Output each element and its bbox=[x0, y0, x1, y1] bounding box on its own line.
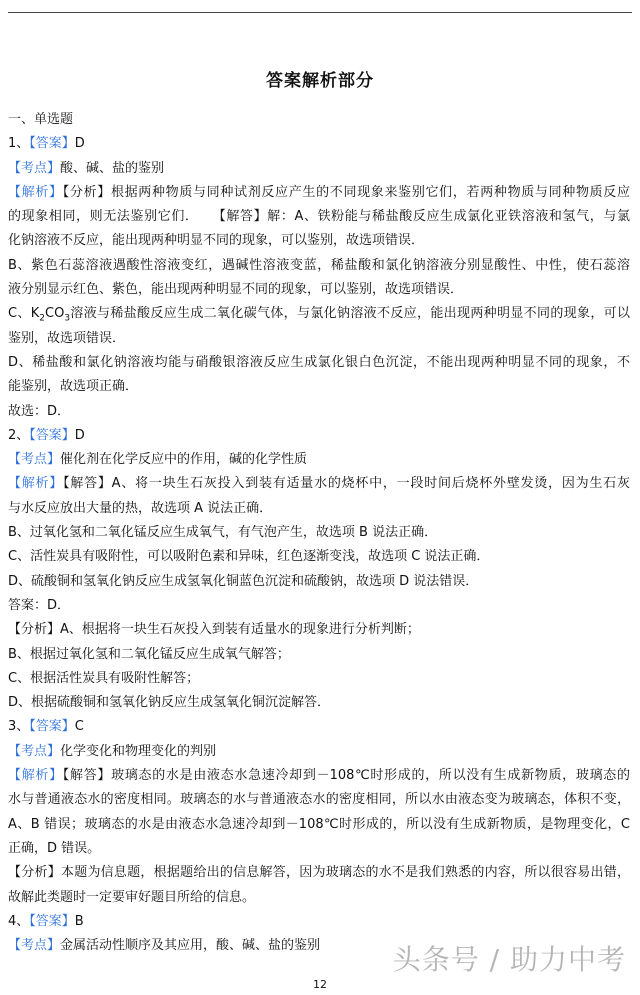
q1-text-6mid: CO bbox=[45, 306, 65, 322]
fenxi-tag: 【分析】 bbox=[8, 622, 61, 638]
q1-text-2a: 的现象相同，则无法鉴别它们． bbox=[8, 209, 193, 225]
q2-answer-line bbox=[8, 424, 630, 448]
q2-text-1: A、将一块生石灰投入到装有适量水的烧杯中，一段时间后烧杯外壁发烫，因为生石灰 bbox=[111, 476, 630, 492]
q4-point: 金属活动性顺序及其应用，酸、碱、盐的鉴别 bbox=[60, 938, 321, 954]
q1-analysis-line-6 bbox=[8, 302, 630, 326]
q2-analysis-line-9: C、根据活性炭具有吸附性解答； bbox=[8, 670, 200, 686]
q1-analysis-line-7: 鉴别，故选项错误． bbox=[8, 330, 126, 346]
q1-analysis-line-5: 液分别显示红色、紫色，能出现两种明显不同的现象，可以鉴别，故选项错误． bbox=[8, 282, 464, 298]
q4-answer-line bbox=[8, 910, 630, 934]
analysis-tag: 【解析】 bbox=[8, 768, 63, 784]
q3-analysis-line-1 bbox=[8, 764, 630, 788]
fenxi-tag: 【分析】 bbox=[8, 865, 61, 881]
q1-analysis-line-2 bbox=[8, 205, 630, 229]
answer-tag: 【答案】 bbox=[29, 719, 75, 735]
q1-sub-1: 2 bbox=[39, 313, 45, 324]
q2-point-line bbox=[8, 448, 630, 472]
q1-point: 酸、碱、盐的鉴别 bbox=[60, 160, 165, 176]
analysis-tag: 【解析】 bbox=[8, 184, 63, 200]
watermark: 头条号 / 助力中考 bbox=[392, 943, 626, 976]
q3-text-1: 玻璃态的水是由液态水急速冷却到－108℃时形成的，所以没有生成新物质，玻璃态的 bbox=[111, 768, 630, 784]
q2-point: 催化剂在化学反应中的作用，碱的化学性质 bbox=[60, 452, 308, 468]
page-title: 答案解析部分 bbox=[266, 71, 374, 91]
q2-analysis-line-6: 答案：D． bbox=[8, 597, 71, 613]
q2-analysis-line-4: C、活性炭具有吸附性，可以吸附色素和异味，红色逐渐变浅，故选项 C 说法正确． bbox=[8, 549, 490, 565]
q1-analysis-line-1 bbox=[8, 181, 630, 205]
q1-number: 1、 bbox=[8, 136, 30, 152]
q2-analysis-line-8: B、根据过氧化氢和二氧化锰反应生成氧气解答； bbox=[8, 646, 290, 662]
point-tag: 【考点】 bbox=[8, 452, 61, 468]
q3-answer: C bbox=[74, 719, 84, 735]
q3-point: 化学变化和物理变化的判别 bbox=[60, 743, 217, 759]
q3-analysis-line-4: 正确，D 错误。 bbox=[8, 840, 101, 856]
q3-analysis-line-2: 水与普通液态水的密度相同。玻璃态的水与普通液态水的密度相同，所以水由液态变为玻璃态，体积不变， bbox=[8, 792, 630, 808]
q1-analysis-line-9: 能鉴别，故选项正确． bbox=[8, 379, 139, 395]
q1-text-2b: 解：A、铁粉能与稀盐酸反应生成氯化亚铁溶液和氢气，与氯 bbox=[267, 209, 630, 225]
document-body bbox=[8, 108, 630, 958]
q3-point-line bbox=[8, 740, 630, 764]
q2-analysis-line-5: D、硫酸铜和氢氧化钠反应生成氢氧化铜蓝色沉淀和硫酸钠，故选项 D 说法错误． bbox=[8, 573, 479, 589]
point-tag: 【考点】 bbox=[8, 938, 61, 954]
q3-analysis-line-3: A、B 错误；玻璃态的水是由液态水急速冷却到－108℃时形成的，所以没有生成新物质，是物理变化，C bbox=[8, 816, 630, 832]
q3-answer-line bbox=[8, 715, 630, 739]
q2-analysis-line-1 bbox=[8, 472, 630, 496]
point-tag: 【考点】 bbox=[8, 160, 61, 176]
answer-tag: 【答案】 bbox=[29, 913, 75, 929]
q1-answer: D bbox=[74, 136, 85, 152]
point-tag: 【考点】 bbox=[8, 743, 61, 759]
answer-tag: 【答案】 bbox=[29, 136, 75, 152]
q2-analysis-line-3: B、过氧化氢和二氧化锰反应生成氧气，有气泡产生，故选项 B 说法正确． bbox=[8, 525, 438, 541]
q3-number: 3、 bbox=[8, 719, 30, 735]
q1-text-1: 根据两种物质与同种试剂反应产生的不同现象来鉴别它们，若两种物质与同种物质反应 bbox=[110, 184, 630, 200]
q1-text-6b: 溶液与稀盐酸反应生成二氧化碳气体，与氯化钠溶液不反应，能出现两种明显不同的现象，可以 bbox=[70, 306, 630, 322]
jieda-tag: 【解答】 bbox=[63, 476, 112, 492]
q1-point-line bbox=[8, 157, 630, 181]
q3-analysis-line-6: 故解此类题时一定要审好题目所给的信息。 bbox=[8, 889, 256, 905]
q1-analysis-line-4: B、紫色石蕊溶液遇酸性溶液变红，遇碱性溶液变蓝，稀盐酸和氯化钠溶液分别显酸性、中性，使石蕊溶 bbox=[8, 257, 630, 273]
q1-analysis-line-3: 化钠溶液不反应，能出现两种明显不同的现象，可以鉴别，故选项错误． bbox=[8, 233, 425, 249]
q3-text-5: 本题为信息题，根据题给出的信息解答，因为玻璃态的水不是我们熟悉的内容，所以很容易出错， bbox=[60, 865, 630, 881]
page-number: 12 bbox=[313, 978, 327, 991]
q2-number: 2、 bbox=[8, 427, 30, 443]
q2-text-7: A、根据将一块生石灰投入到装有适量水的现象进行分析判断； bbox=[60, 622, 420, 638]
header-rule bbox=[8, 12, 632, 13]
jieda-tag: 【解答】 bbox=[62, 768, 112, 784]
q1-analysis-line-8: D、稀盐酸和氯化钠溶液均能与硝酸银溶液反应生成氯化银白色沉淀，不能出现两种明显不同的现象，不 bbox=[8, 354, 630, 370]
q1-analysis-line-10: 故选：D． bbox=[8, 403, 71, 419]
q3-analysis-line-5 bbox=[8, 861, 630, 885]
analysis-tag: 【解析】 bbox=[8, 476, 64, 492]
fenxi-tag: 【分析】 bbox=[62, 184, 111, 200]
q1-sub-2: 3 bbox=[64, 313, 71, 324]
q2-answer: D bbox=[74, 427, 85, 443]
q2-analysis-line-10: D、根据硫酸铜和氢氧化钠反应生成氢氧化铜沉淀解答． bbox=[8, 695, 331, 711]
q4-number: 4、 bbox=[8, 913, 30, 929]
q1-text-6a: C、K bbox=[8, 306, 40, 322]
q4-answer: B bbox=[74, 913, 84, 929]
section-heading: 一、单选题 bbox=[8, 112, 74, 127]
q2-analysis-line-7 bbox=[8, 618, 630, 642]
q2-analysis-line-2: 与水反应放出大量的热，故选项 A 说法正确． bbox=[8, 500, 273, 516]
q1-answer-line bbox=[8, 132, 630, 156]
jieda-tag: 【解答】 bbox=[219, 209, 268, 225]
answer-tag: 【答案】 bbox=[29, 427, 75, 443]
